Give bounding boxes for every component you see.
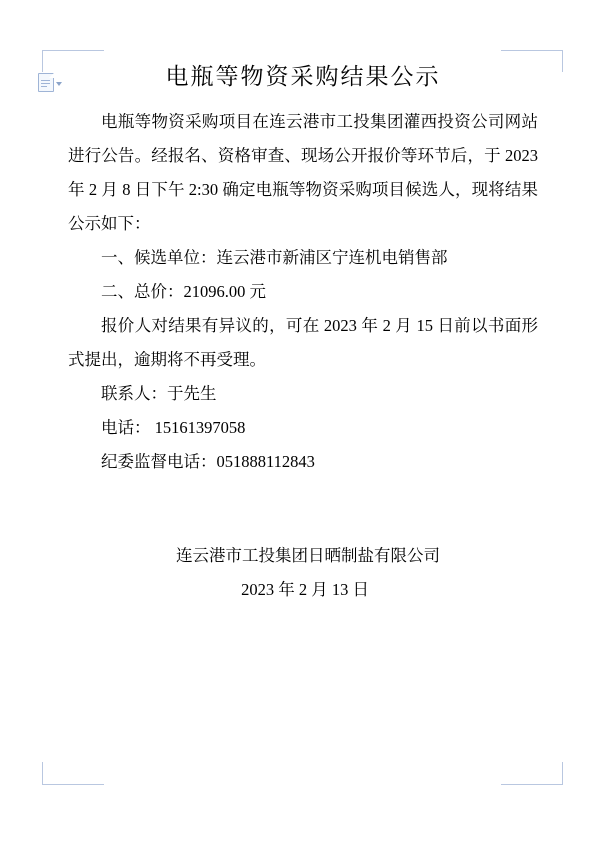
document-icon-line <box>41 80 50 81</box>
crop-mark-bottom-left <box>42 784 104 785</box>
crop-mark-top-left-v <box>42 50 43 72</box>
crop-mark-bottom-right <box>501 784 563 785</box>
page-title: 电瓶等物资采购结果公示 <box>165 64 441 89</box>
chevron-down-icon[interactable] <box>56 82 62 86</box>
document-content <box>68 58 538 607</box>
crop-mark-bottom-left-v <box>42 762 43 784</box>
signature-company: 连云港市工投集团日晒制盐有限公司 <box>176 546 440 565</box>
signature-date: 2023 年 2 月 13 日 <box>241 580 369 599</box>
paragraph-supervision-phone: 纪委监督电话：051888112843 <box>101 452 315 471</box>
crop-mark-bottom-right-v <box>562 762 563 784</box>
paragraph-contact-person: 联系人：于先生 <box>101 384 217 403</box>
document-icon[interactable] <box>38 72 64 92</box>
document-icon-sheet <box>38 73 54 92</box>
crop-mark-top-right <box>501 50 563 51</box>
paragraph-total-price: 二、总价：21096.00 元 <box>101 282 266 301</box>
signature-block <box>68 539 538 607</box>
paragraph-objection-notice: 报价人对结果有异议的，可在 2023 年 2 月 15 日前以书面形式提出，逾期将不再受理。 <box>68 316 538 369</box>
crop-mark-top-left <box>42 50 104 51</box>
document-icon-line <box>41 83 50 84</box>
paragraph-candidate-unit: 一、候选单位：连云港市新浦区宁连机电销售部 <box>101 248 448 267</box>
document-icon-line <box>41 86 47 87</box>
paragraph-contact-phone: 电话： 15161397058 <box>101 418 246 437</box>
crop-mark-top-right-v <box>562 50 563 72</box>
paragraph-announcement-intro: 电瓶等物资采购项目在连云港市工投集团灌西投资公司网站进行公告。经报名、资格审查、现场公开报价等环节后，于 2023 年 2 月 8 日下午 2:30 确定电瓶等物资采购项目候选人，现将结果公示如下： <box>68 112 538 233</box>
